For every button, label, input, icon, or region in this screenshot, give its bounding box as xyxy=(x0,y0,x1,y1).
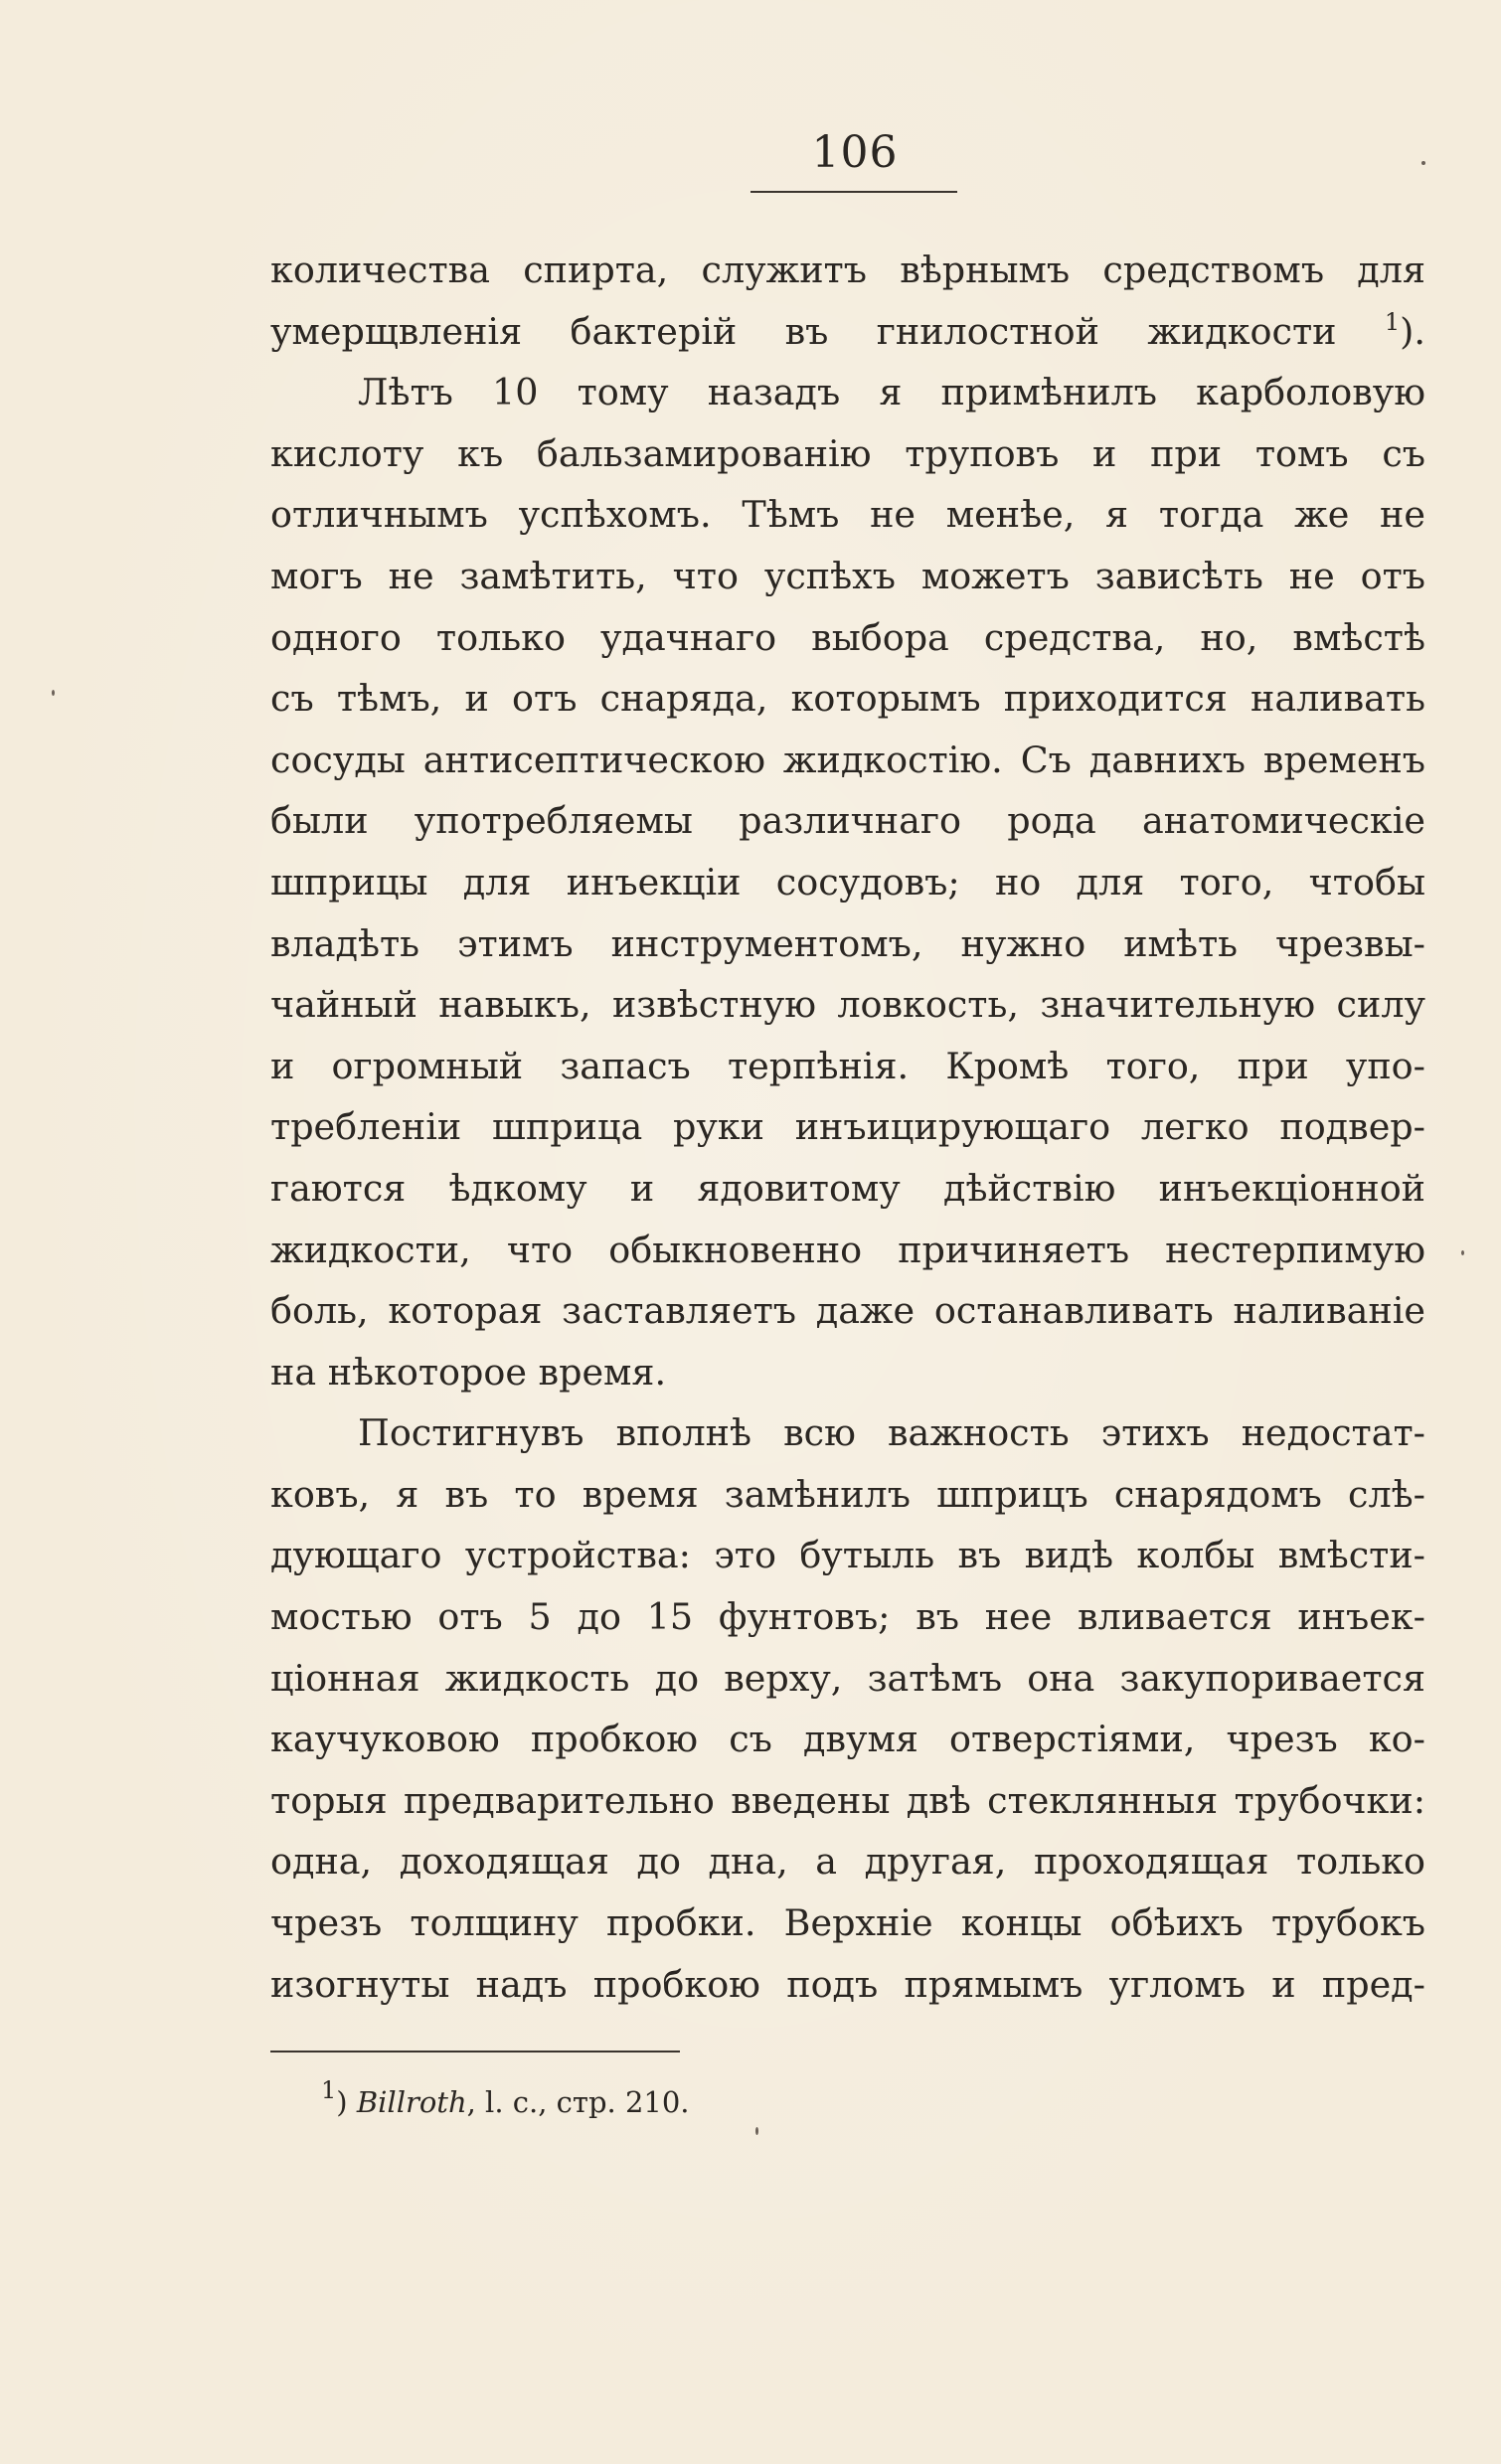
line-text: мостью отъ 5 до 15 фунтовъ; въ нее вливается инъек- xyxy=(270,1595,1425,1639)
text-line xyxy=(270,1342,1425,1403)
line-text: Лѣтъ 10 тому назадъ я примѣнилъ карболовую xyxy=(358,371,1425,414)
line-text: гаются ѣдкому и ядовитому дѣйствію инъекціонной xyxy=(270,1166,1425,1210)
line-text: могъ не замѣтить, что успѣхъ можетъ зависѣть не отъ xyxy=(270,554,1425,597)
line-text: ковъ, я въ то время замѣнилъ шприцъ снарядомъ слѣ- xyxy=(270,1472,1425,1516)
line-text: боль, которая заставляетъ даже останавливать наливаніе xyxy=(270,1289,1425,1333)
text-line xyxy=(270,852,1425,913)
text-line xyxy=(270,1525,1425,1586)
line-text: шприцы для инъекціи сосудовъ; но для того, чтобы xyxy=(270,860,1425,903)
footnote-marker-close: ) xyxy=(336,2085,348,2119)
print-speck xyxy=(755,2127,758,2135)
body-text xyxy=(270,240,1425,2015)
line-text: требленіи шприца руки инъицирующаго легко подвер- xyxy=(270,1105,1425,1149)
text-line xyxy=(270,1036,1425,1097)
text-line xyxy=(270,1464,1425,1526)
line-text: на нѣкоторое время. xyxy=(270,1350,667,1394)
print-speck xyxy=(1421,161,1425,165)
text-line xyxy=(270,1770,1425,1832)
line-text: одного только удачнаго выбора средства, но, вмѣстѣ xyxy=(270,615,1425,659)
text-line xyxy=(270,362,1425,423)
text-line xyxy=(270,1586,1425,1648)
print-speck xyxy=(1461,1250,1464,1255)
text-line xyxy=(270,974,1425,1036)
text-line xyxy=(270,240,1425,301)
footnote-author: Billroth xyxy=(356,2085,467,2119)
line-text: чрезъ толщину пробки. Верхніе концы обѣихъ трубокъ xyxy=(270,1901,1425,1945)
text-line xyxy=(270,1220,1425,1281)
line-text: Постигнувъ вполнѣ всю важность этихъ недостат- xyxy=(358,1411,1425,1455)
footnote xyxy=(321,2076,690,2119)
line-text: дующаго устройства: это бутыль въ видѣ колбы вмѣсти- xyxy=(270,1534,1425,1577)
line-text: умерщвленія бактерій въ гнилостной жидкости xyxy=(270,309,1385,353)
line-text: ціонная жидкость до верху, затѣмъ она закупоривается xyxy=(270,1656,1425,1700)
text-line xyxy=(270,913,1425,975)
line-text: кислоту къ бальзамированію труповъ и при томъ съ xyxy=(270,431,1425,475)
text-line xyxy=(270,1831,1425,1892)
footnote-reference: , l. c., стр. 210. xyxy=(466,2085,690,2119)
line-text: сосуды антисептическою жидкостію. Съ давнихъ временъ xyxy=(270,738,1425,781)
line-text: количества спирта, служитъ вѣрнымъ средствомъ для xyxy=(270,248,1425,291)
line-text: и огромный запасъ терпѣнія. Кромѣ того, при упо- xyxy=(270,1044,1425,1087)
text-line xyxy=(270,607,1425,669)
text-line xyxy=(270,730,1425,791)
line-text: съ тѣмъ, и отъ снаряда, которымъ приходится наливать xyxy=(270,677,1425,721)
header-rule xyxy=(750,191,957,193)
text-line xyxy=(270,1158,1425,1220)
text-line xyxy=(270,301,1425,363)
text-line xyxy=(270,1709,1425,1770)
line-text: одна, доходящая до дна, а другая, проходящая только xyxy=(270,1840,1425,1884)
text-line xyxy=(270,790,1425,852)
footnote-reference-marker: 1 xyxy=(1384,307,1401,336)
line-text-tail: ). xyxy=(1400,309,1425,353)
text-line xyxy=(270,1096,1425,1158)
text-line xyxy=(270,1280,1425,1342)
text-line xyxy=(270,1954,1425,2016)
text-line xyxy=(270,484,1425,546)
text-line xyxy=(270,1402,1425,1464)
page-number: 106 xyxy=(811,127,899,178)
line-text: торыя предварительно введены двѣ стеклянныя трубочки: xyxy=(270,1778,1425,1822)
line-text: отличнымъ успѣхомъ. Тѣмъ не менѣе, я тогда же не xyxy=(270,493,1425,537)
text-line xyxy=(270,1892,1425,1954)
line-text: чайный навыкъ, извѣстную ловкость, значительную силу xyxy=(270,983,1425,1027)
text-line xyxy=(270,423,1425,485)
print-speck xyxy=(52,690,55,696)
line-text: были употребляемы различнаго рода анатомическіе xyxy=(270,799,1425,843)
line-text: жидкости, что обыкновенно причиняетъ нестерпимую xyxy=(270,1228,1425,1271)
text-line xyxy=(270,1648,1425,1710)
line-text: изогнуты надъ пробкою подъ прямымъ угломъ и пред- xyxy=(270,1962,1425,2006)
line-text: каучуковою пробкою съ двумя отверстіями, чрезъ ко- xyxy=(270,1718,1425,1761)
footnote-marker: 1 xyxy=(321,2076,337,2104)
text-line xyxy=(270,668,1425,730)
footnote-rule xyxy=(270,2051,680,2053)
text-line xyxy=(270,546,1425,607)
line-text: владѣть этимъ инструментомъ, нужно имѣть чрезвы- xyxy=(270,921,1425,965)
